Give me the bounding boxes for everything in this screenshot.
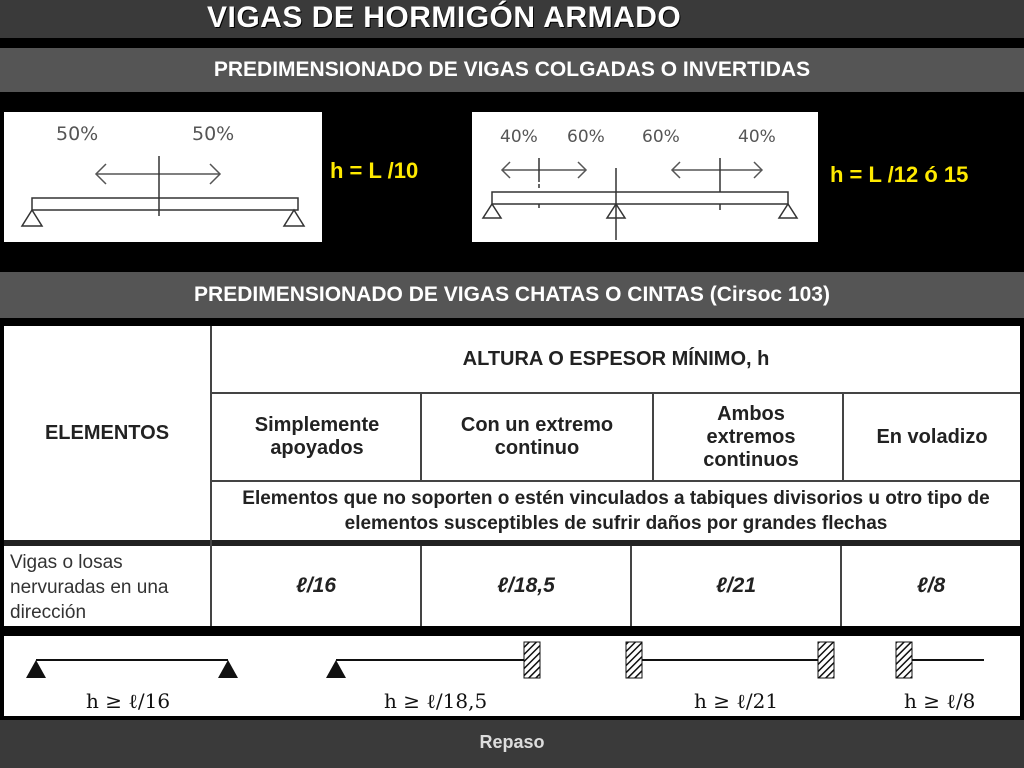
support-triangle xyxy=(326,660,346,678)
diagram2-p2: 60% xyxy=(567,127,605,147)
fixed-end-hatch xyxy=(524,642,540,678)
beam-diagram-continuous xyxy=(472,112,818,242)
page-title: VIGAS DE HORMIGÓN ARMADO xyxy=(207,1,682,34)
col-simplemente-apoyados: Simplemente apoyados xyxy=(254,414,380,459)
beam-diagram-continuous-svg xyxy=(472,112,818,242)
diagram2-p3: 60% xyxy=(642,127,680,147)
diagram2-p1: 40% xyxy=(500,127,538,147)
table-line xyxy=(4,540,1020,546)
fixed-end-hatch xyxy=(896,642,912,678)
beam-schematics-svg xyxy=(4,636,1020,716)
section-heading-vigas-colgadas: PREDIMENSIONADO DE VIGAS COLGADAS O INVERTIDAS xyxy=(0,48,1024,92)
diagram1-left-pct: 50% xyxy=(56,123,99,145)
value-simple: ℓ/16 xyxy=(295,574,337,597)
table-line xyxy=(652,392,654,480)
value-voladizo: ℓ/8 xyxy=(916,574,946,597)
fixed-end-hatch xyxy=(818,642,834,678)
beam-diagram-simple xyxy=(4,112,322,242)
support-triangle xyxy=(218,660,238,678)
footer-bar xyxy=(0,720,1024,768)
col-en-voladizo: En voladizo xyxy=(876,425,988,448)
beam-diagram-simple-svg xyxy=(4,112,322,242)
beam-label-8: h ≥ ℓ/8 xyxy=(904,689,976,713)
beam-label-21: h ≥ ℓ/21 xyxy=(694,689,779,713)
table-line xyxy=(420,392,422,480)
col-ambos-extremos: Ambos extremos continuos xyxy=(703,402,799,471)
diagram1-right-pct: 50% xyxy=(192,123,235,145)
table-note: Elementos que no soporten o estén vinculados a tabiques divisorios u otro tipo de elementos susceptibles de sufrir daños por grandes flechas xyxy=(242,488,990,534)
col-un-extremo-continuo: Con un extremo continuo xyxy=(460,414,614,459)
diagram2-p4: 40% xyxy=(738,127,776,147)
value-un-extremo: ℓ/18,5 xyxy=(497,574,555,597)
value-ambos: ℓ/21 xyxy=(715,574,757,597)
row-label-vigas: Vigas o losas nervuradas en una dirección xyxy=(10,551,169,623)
title-bar xyxy=(0,0,1024,38)
beam-label-18-5: h ≥ ℓ/18,5 xyxy=(384,689,488,713)
fixed-end-hatch xyxy=(626,642,642,678)
beam-label-16: h ≥ ℓ/16 xyxy=(86,689,171,713)
beam-schematics xyxy=(4,636,1020,716)
footer-label: Repaso xyxy=(479,732,545,752)
section-heading-vigas-chatas: PREDIMENSIONADO DE VIGAS CHATAS O CINTAS (Cirsoc 103) xyxy=(0,272,1024,318)
header-altura: ALTURA O ESPESOR MÍNIMO, h xyxy=(462,347,770,370)
formula-simple-beam: h = L /10 xyxy=(330,158,419,183)
cirsoc-table xyxy=(4,326,1020,626)
formula-continuous-beam: h = L /12 ó 15 xyxy=(830,162,969,187)
header-elementos: ELEMENTOS xyxy=(44,421,170,444)
support-triangle xyxy=(26,660,46,678)
